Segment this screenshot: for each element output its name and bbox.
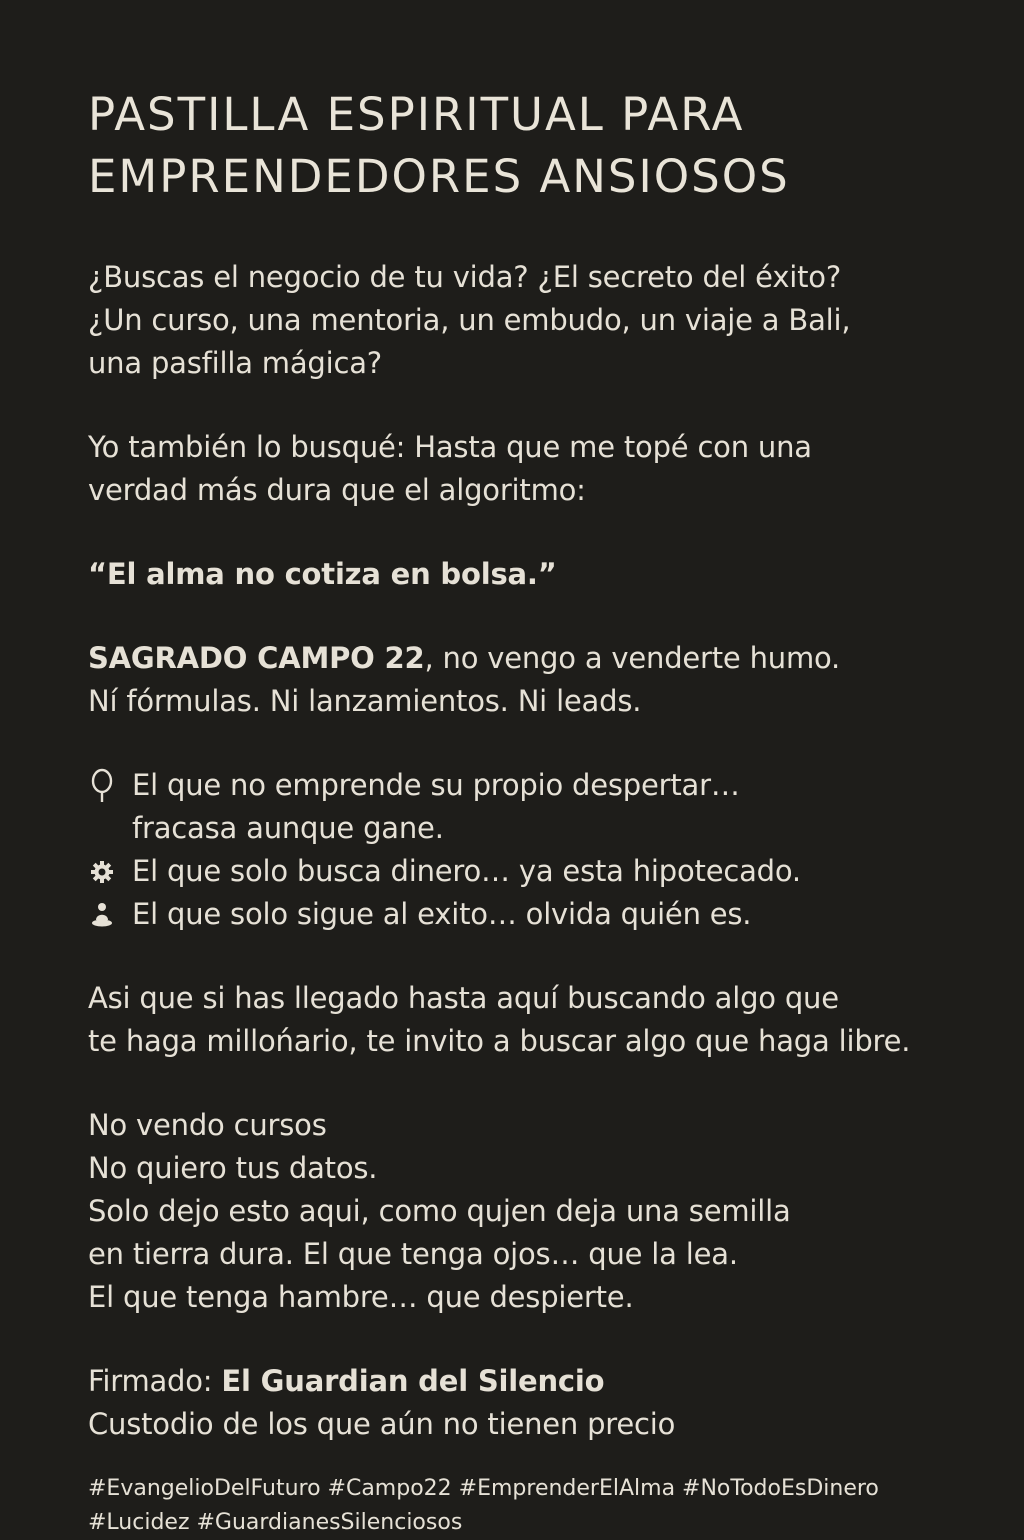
signature-subtitle: Custodio de los que aún no tienen precio bbox=[88, 1407, 676, 1441]
saying-text: El que solo sigue al exito… olvida quién es. bbox=[132, 897, 752, 931]
saying-item bbox=[88, 850, 988, 893]
intro-paragraph: ¿Buscas el negocio de tu vida? ¿El secreto del éxito? ¿Un curso, una mentoria, un embudo, un viaje a Bali, una pasfilla mágica? bbox=[88, 260, 851, 380]
title-line-1: PASTILLA ESPIRITUAL PARA bbox=[88, 88, 745, 141]
campo-line-2: Ní fórmulas. Ni lanzamientos. Ni leads. bbox=[88, 684, 642, 718]
saying-text: El que solo busca dinero… ya esta hipotecado. bbox=[132, 854, 801, 888]
saying-item bbox=[88, 893, 988, 936]
meditating-person-icon bbox=[88, 893, 116, 936]
title-line-2: EMPRENDEDORES ANSIOSOS bbox=[88, 150, 790, 203]
post-body bbox=[88, 256, 988, 1446]
saying-item bbox=[88, 764, 988, 850]
campo-rest: , no vengo a venderte humo. bbox=[424, 641, 841, 675]
signature-line bbox=[88, 1360, 988, 1403]
invite-paragraph: Asi que si has llegado hasta aquí buscando algo que te haga millońario, te invito a buscar algo que haga libre. bbox=[88, 981, 911, 1058]
campo-name: SAGRADO CAMPO 22 bbox=[88, 641, 425, 675]
hashtags: #EvangelioDelFuturo #Campo22 #EmprenderElAlma #NoTodoEsDinero #Lucidez #GuardianesSilenciosos bbox=[88, 1476, 879, 1535]
post-content bbox=[88, 84, 988, 1540]
sayings-list bbox=[88, 764, 988, 936]
signature-label: Firmado: bbox=[88, 1364, 222, 1398]
quote: “El alma no cotiza en bolsa.” bbox=[88, 557, 557, 591]
page-title bbox=[88, 84, 968, 208]
campo-line-1 bbox=[88, 637, 988, 680]
search-paragraph: Yo también lo busqué: Hasta que me topé con una verdad más dura que el algoritmo: bbox=[88, 430, 812, 507]
ring-icon bbox=[88, 764, 116, 807]
gear-icon bbox=[88, 850, 116, 893]
campo-paragraph bbox=[88, 637, 988, 723]
saying-text: El que no emprende su propio despertar… fracasa aunque gane. bbox=[132, 768, 740, 845]
signature bbox=[88, 1360, 988, 1446]
closing-paragraph: No vendo cursos No quiero tus datos. Solo dejo esto aqui, como qujen deja una semilla en tierra dura. El que tenga ojos… que la lea. El que tenga hambre… que despierte. bbox=[88, 1108, 791, 1314]
signature-name: El Guardian del Silencio bbox=[221, 1364, 605, 1398]
